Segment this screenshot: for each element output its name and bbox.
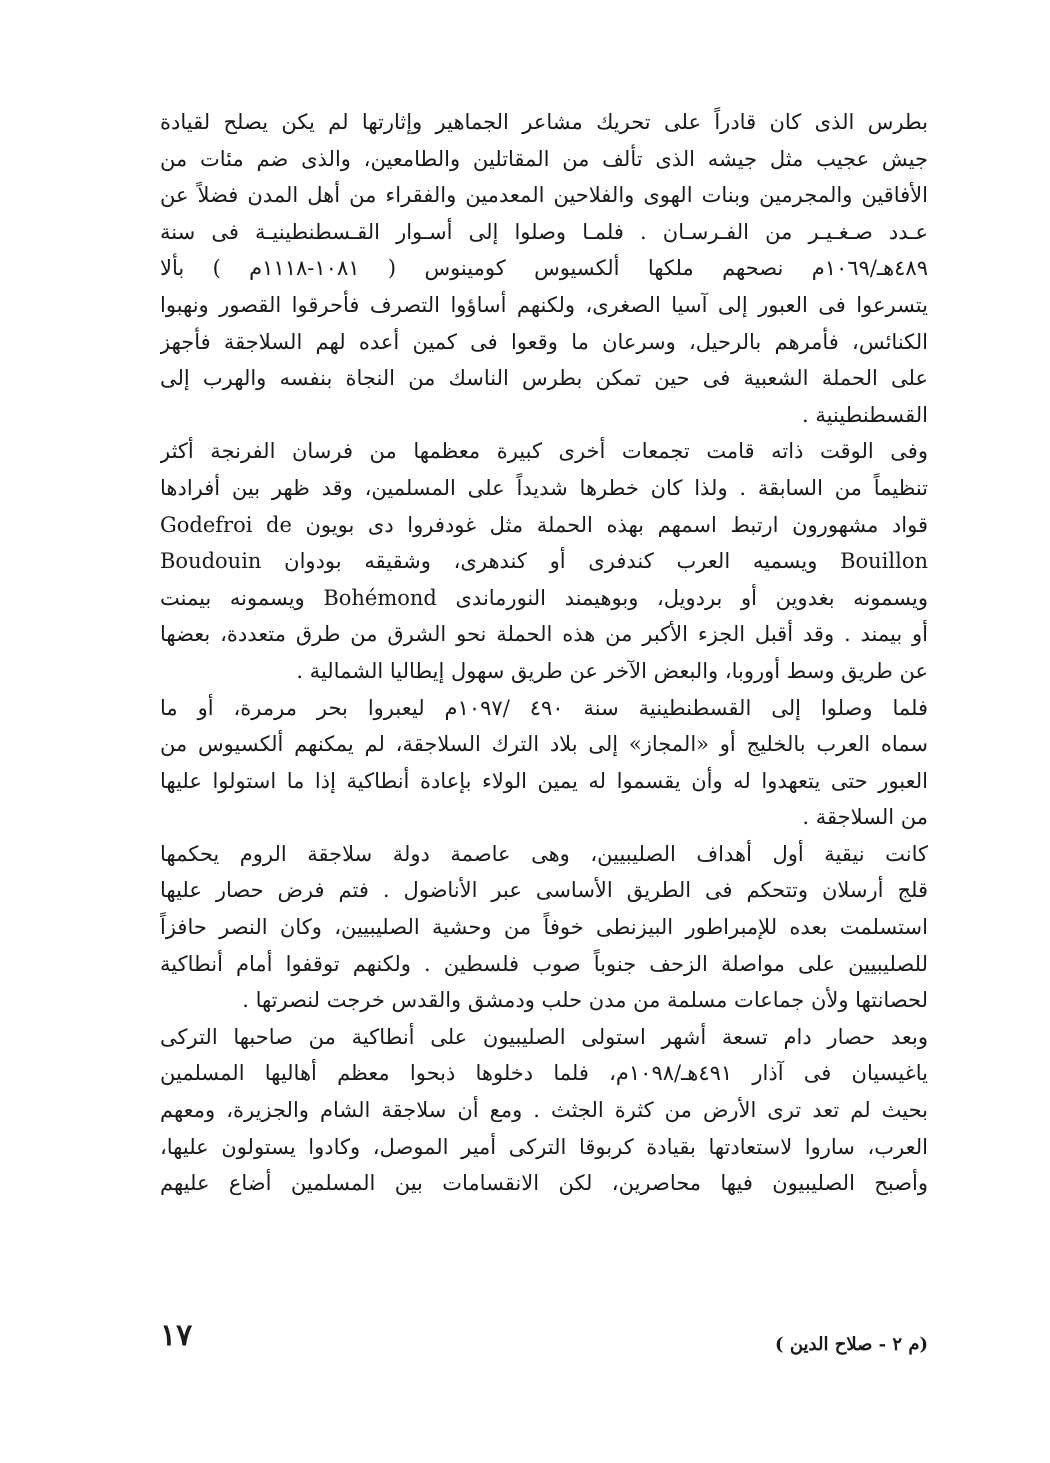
text-line: ٤٨٩هـ/١٠٦٩م نصحهم ملكها ألكسيوس كومينوس ( ١٠٨١-١١١٨م ) بألا — [160, 256, 928, 281]
text-line: بحيث لم تعد ترى الأرض من كثرة الجثث . ومع أن سلاجقة الشام والجزيرة، ومعهم — [160, 1098, 928, 1123]
text-line: ياغيسيان فى آذار ٤٩١هـ/١٠٩٨م، فلما دخلوها ذبحوا معظم أهاليها المسلمين — [160, 1061, 928, 1086]
text-line: استسلمت بعده للإمبراطور البيزنطى خوفاً من وحشية الصليبيين، وكان النصر حافزاً — [160, 915, 928, 940]
text-line: القسطنطينية . — [802, 402, 928, 427]
text-line: وأصبح الصليبيون فيها محاصرين، لكن الانقسامات بين المسلمين أضاع عليهم — [160, 1171, 928, 1196]
body-text — [160, 104, 928, 1202]
text-line: الأفاقين والمجرمين وبنات الهوى والفلاحين المعدمين والفقراء من أهل المدن فضلاً عن — [160, 183, 928, 208]
text-line: قواد مشهورون ارتبط اسمهم بهذه الحملة مثل غودفروا دى بويون Godefroi de — [160, 512, 928, 537]
text-line: العرب، ساروا لاستعادتها بقيادة كربوقا التركى أمير الموصل، وكادوا يستولون عليها، — [160, 1134, 928, 1159]
text-line: عن طريق وسط أوروبا، والبعض الآخر عن طريق سهول إيطاليا الشمالية . — [296, 658, 928, 683]
text-line: الكنائس، فأمرهم بالرحيل، وسرعان ما وقعوا فى كمين أعده لهم السلاجقة فأجهز — [160, 329, 928, 354]
text-line: جيش عجيب مثل جيشه الذى تألف من المقاتلين والطامعين، والذى ضم مئات من — [160, 146, 928, 171]
text-line: تنظيماً من السابقة . ولذا كان خطرها شديداً على المسلمين، وقد ظهر بين أفرادها — [160, 475, 928, 500]
text-line: فلما وصلوا إلى القسطنطينية سنة ٤٩٠ /١٠٩٧م ليعبروا بحر مرمرة، أو ما — [160, 695, 928, 720]
text-line: ويسمونه بغدوين أو بردويل، وبوهيمند النورماندى Bohémond ويسمونه بيمنت — [160, 585, 928, 610]
text-line: سماه العرب بالخليج أو «المجاز» إلى بلاد الترك السلاجقة، لم يمكنهم ألكسيوس من — [160, 732, 928, 757]
text-line: وفى الوقت ذاته قامت تجمعات أخرى كبيرة معظمها من فرسان الفرنجة أكثر — [160, 439, 928, 464]
text-line: لحصانتها ولأن جماعات مسلمة من مدن حلب ودمشق والقدس خرجت لنصرتها . — [242, 988, 928, 1013]
text-line: على الحملة الشعبية فى حين تمكن بطرس الناسك من النجاة بنفسه والهرب إلى — [160, 366, 928, 391]
text-line: Bouillon ويسميه العرب كندفرى أو كندهرى، وشقيقه بودوان Boudouin — [160, 549, 928, 574]
text-line: من السلاجقة . — [802, 805, 928, 830]
text-line: أو بيمند . وقد أقبل الجزء الأكبر من هذه الحملة نحو الشرق من طرق متعددة، بعضها — [160, 622, 928, 647]
text-line: كانت نيقية أول أهداف الصليبيين، وهى عاصمة دولة سلاجقة الروم يحكمها — [160, 841, 928, 866]
text-line: وبعد حصار دام تسعة أشهر استولى الصليبيون على أنطاكية من صاحبها التركى — [160, 1024, 928, 1049]
text-line: يتسرعوا فى العبور إلى آسيا الصغرى، ولكنهم أساؤوا التصرف فأحرقوا القصور ونهبوا — [160, 292, 928, 317]
footer-caption: (م ٢ - صلاح الدين ) — [775, 1334, 928, 1355]
text-line: قلج أرسلان وتتحكم فى الطريق الأساسى عبر الأناضول . فتم فرض حصار عليها — [160, 878, 928, 903]
text-line: بطرس الذى كان قادراً على تحريك مشاعر الجماهير وإثارتها لم يكن يصلح لقيادة — [160, 110, 928, 134]
page-footer — [160, 1318, 928, 1368]
text-line: عـدد صـغـيـر من الفـرسـان . فلمـا وصلوا إلى أسـوار القـسطنطينيـة فى سنة — [160, 219, 928, 244]
text-line: للصليبيين على مواصلة الزحف جنوباً صوب فلسطين . ولكنهم توقفوا أمام أنطاكية — [160, 951, 928, 976]
page-number: ١٧ — [160, 1318, 193, 1353]
text-line: العبور حتى يتعهدوا له وأن يقسموا له يمين الولاء بإعادة أنطاكية إذا ما استولوا عليها — [160, 768, 928, 793]
